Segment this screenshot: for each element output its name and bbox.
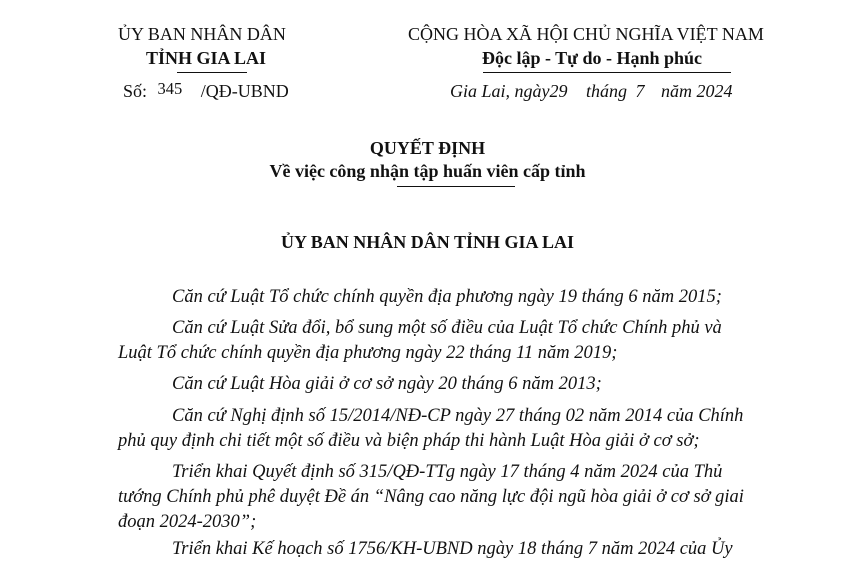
document-number-suffix: /QĐ-UBND <box>200 81 289 101</box>
date-year: năm 2024 <box>661 81 733 101</box>
issuing-authority: ỦY BAN NHÂN DÂN TỈNH GIA LAI <box>280 232 575 252</box>
issuing-province: TỈNH GIA LAI <box>146 48 267 68</box>
document-number <box>123 81 289 102</box>
document-type: QUYẾT ĐỊNH <box>369 138 486 158</box>
agency-underline <box>177 72 247 73</box>
document-number-value: 345 <box>157 79 183 98</box>
legal-basis-6-line-1: Triển khai Kế hoạch số 1756/KH-UBND ngày 18 tháng 7 năm 2024 của Ủy <box>172 539 733 559</box>
legal-basis-2-line-1: Căn cứ Luật Sửa đổi, bổ sung một số điều của Luật Tổ chức Chính phủ và <box>172 318 722 338</box>
legal-basis-3: Căn cứ Luật Hòa giải ở cơ sở ngày 20 tháng 6 năm 2013; <box>172 374 602 394</box>
legal-basis-4-line-2: phủ quy định chi tiết một số điều và biện pháp thi hành Luật Hòa giải ở cơ sở; <box>118 431 700 451</box>
issuing-agency: ỦY BAN NHÂN DÂN <box>118 24 286 44</box>
national-title: CỘNG HÒA XÃ HỘI CHỦ NGHĨA VIỆT NAM <box>408 24 764 44</box>
legal-basis-1: Căn cứ Luật Tổ chức chính quyền địa phương ngày 19 tháng 6 năm 2015; <box>172 287 722 307</box>
legal-basis-5-line-1: Triển khai Quyết định số 315/QĐ-TTg ngày 17 tháng 4 năm 2024 của Thủ <box>172 462 723 482</box>
date-month: 7 <box>635 81 645 101</box>
legal-basis-5-line-3: đoạn 2024-2030”; <box>118 512 257 532</box>
national-motto: Độc lập - Tự do - Hạnh phúc <box>482 48 703 68</box>
motto-underline <box>483 72 731 73</box>
place-date-prefix: Gia Lai, ngày <box>450 81 550 101</box>
legal-basis-5-line-2: tướng Chính phủ phê duyệt Đề án “Nâng cao năng lực đội ngũ hòa giải ở cơ sở giai <box>118 487 744 507</box>
date-month-label: tháng <box>586 81 628 101</box>
document-subject: Về việc công nhận tập huấn viên cấp tỉnh <box>269 161 586 181</box>
date-day: 29 <box>549 81 568 101</box>
document-number-label: Số: <box>123 81 148 101</box>
legal-basis-2-line-2: Luật Tổ chức chính quyền địa phương ngày 22 tháng 11 năm 2019; <box>118 343 618 363</box>
legal-basis-4-line-1: Căn cứ Nghị định số 15/2014/NĐ-CP ngày 27 tháng 02 năm 2014 của Chính <box>172 406 744 426</box>
subject-underline <box>397 186 515 187</box>
place-and-date <box>450 81 733 102</box>
